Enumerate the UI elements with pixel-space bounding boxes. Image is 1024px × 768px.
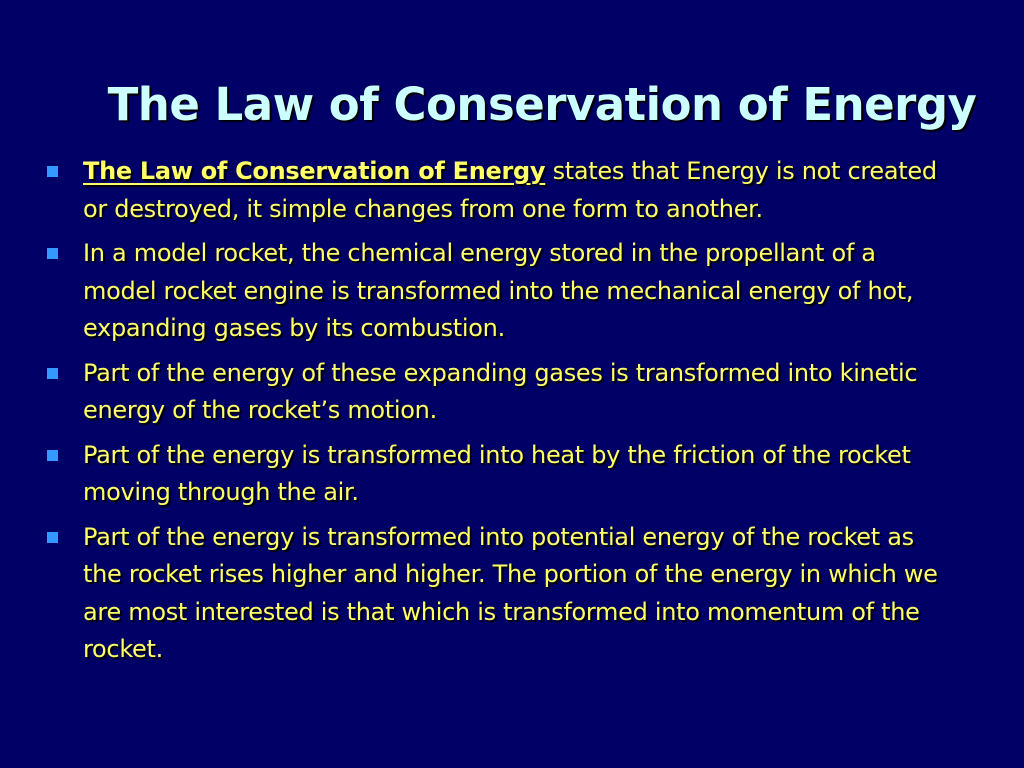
- square-bullet-icon: [47, 450, 58, 461]
- square-bullet-icon: [47, 166, 58, 177]
- square-bullet-icon: [47, 248, 58, 259]
- square-bullet-icon: [47, 368, 58, 379]
- bullet-text: In a model rocket, the chemical energy stored in the propellant of a model rocket engine is transformed into the mechanical energy of hot, expanding gases by its combustion.: [83, 239, 914, 342]
- bullet-item: [42, 355, 942, 430]
- bullet-list: [42, 153, 942, 676]
- bullet-item: [42, 153, 942, 228]
- bullet-item: [42, 519, 942, 669]
- bullet-text: Part of the energy is transformed into potential energy of the rocket as the rocket rises higher and higher. The portion of the energy in which we are most interested is that which is transformed into momentum of the rocket.: [83, 522, 938, 663]
- bullet-text: Part of the energy is transformed into heat by the friction of the rocket moving through the air.: [83, 440, 911, 506]
- bullet-text: states that Energy is not created or destroyed, it simple changes from one form to another.: [83, 157, 937, 223]
- slide-title: The Law of Conservation of Energy: [107, 78, 977, 132]
- bullet-text: Part of the energy of these expanding gases is transformed into kinetic energy of the rocket’s motion.: [83, 358, 918, 424]
- square-bullet-icon: [47, 532, 58, 543]
- bullet-item: [42, 235, 942, 348]
- bullet-item: [42, 437, 942, 512]
- bullet-term: The Law of Conservation of Energy: [83, 157, 546, 185]
